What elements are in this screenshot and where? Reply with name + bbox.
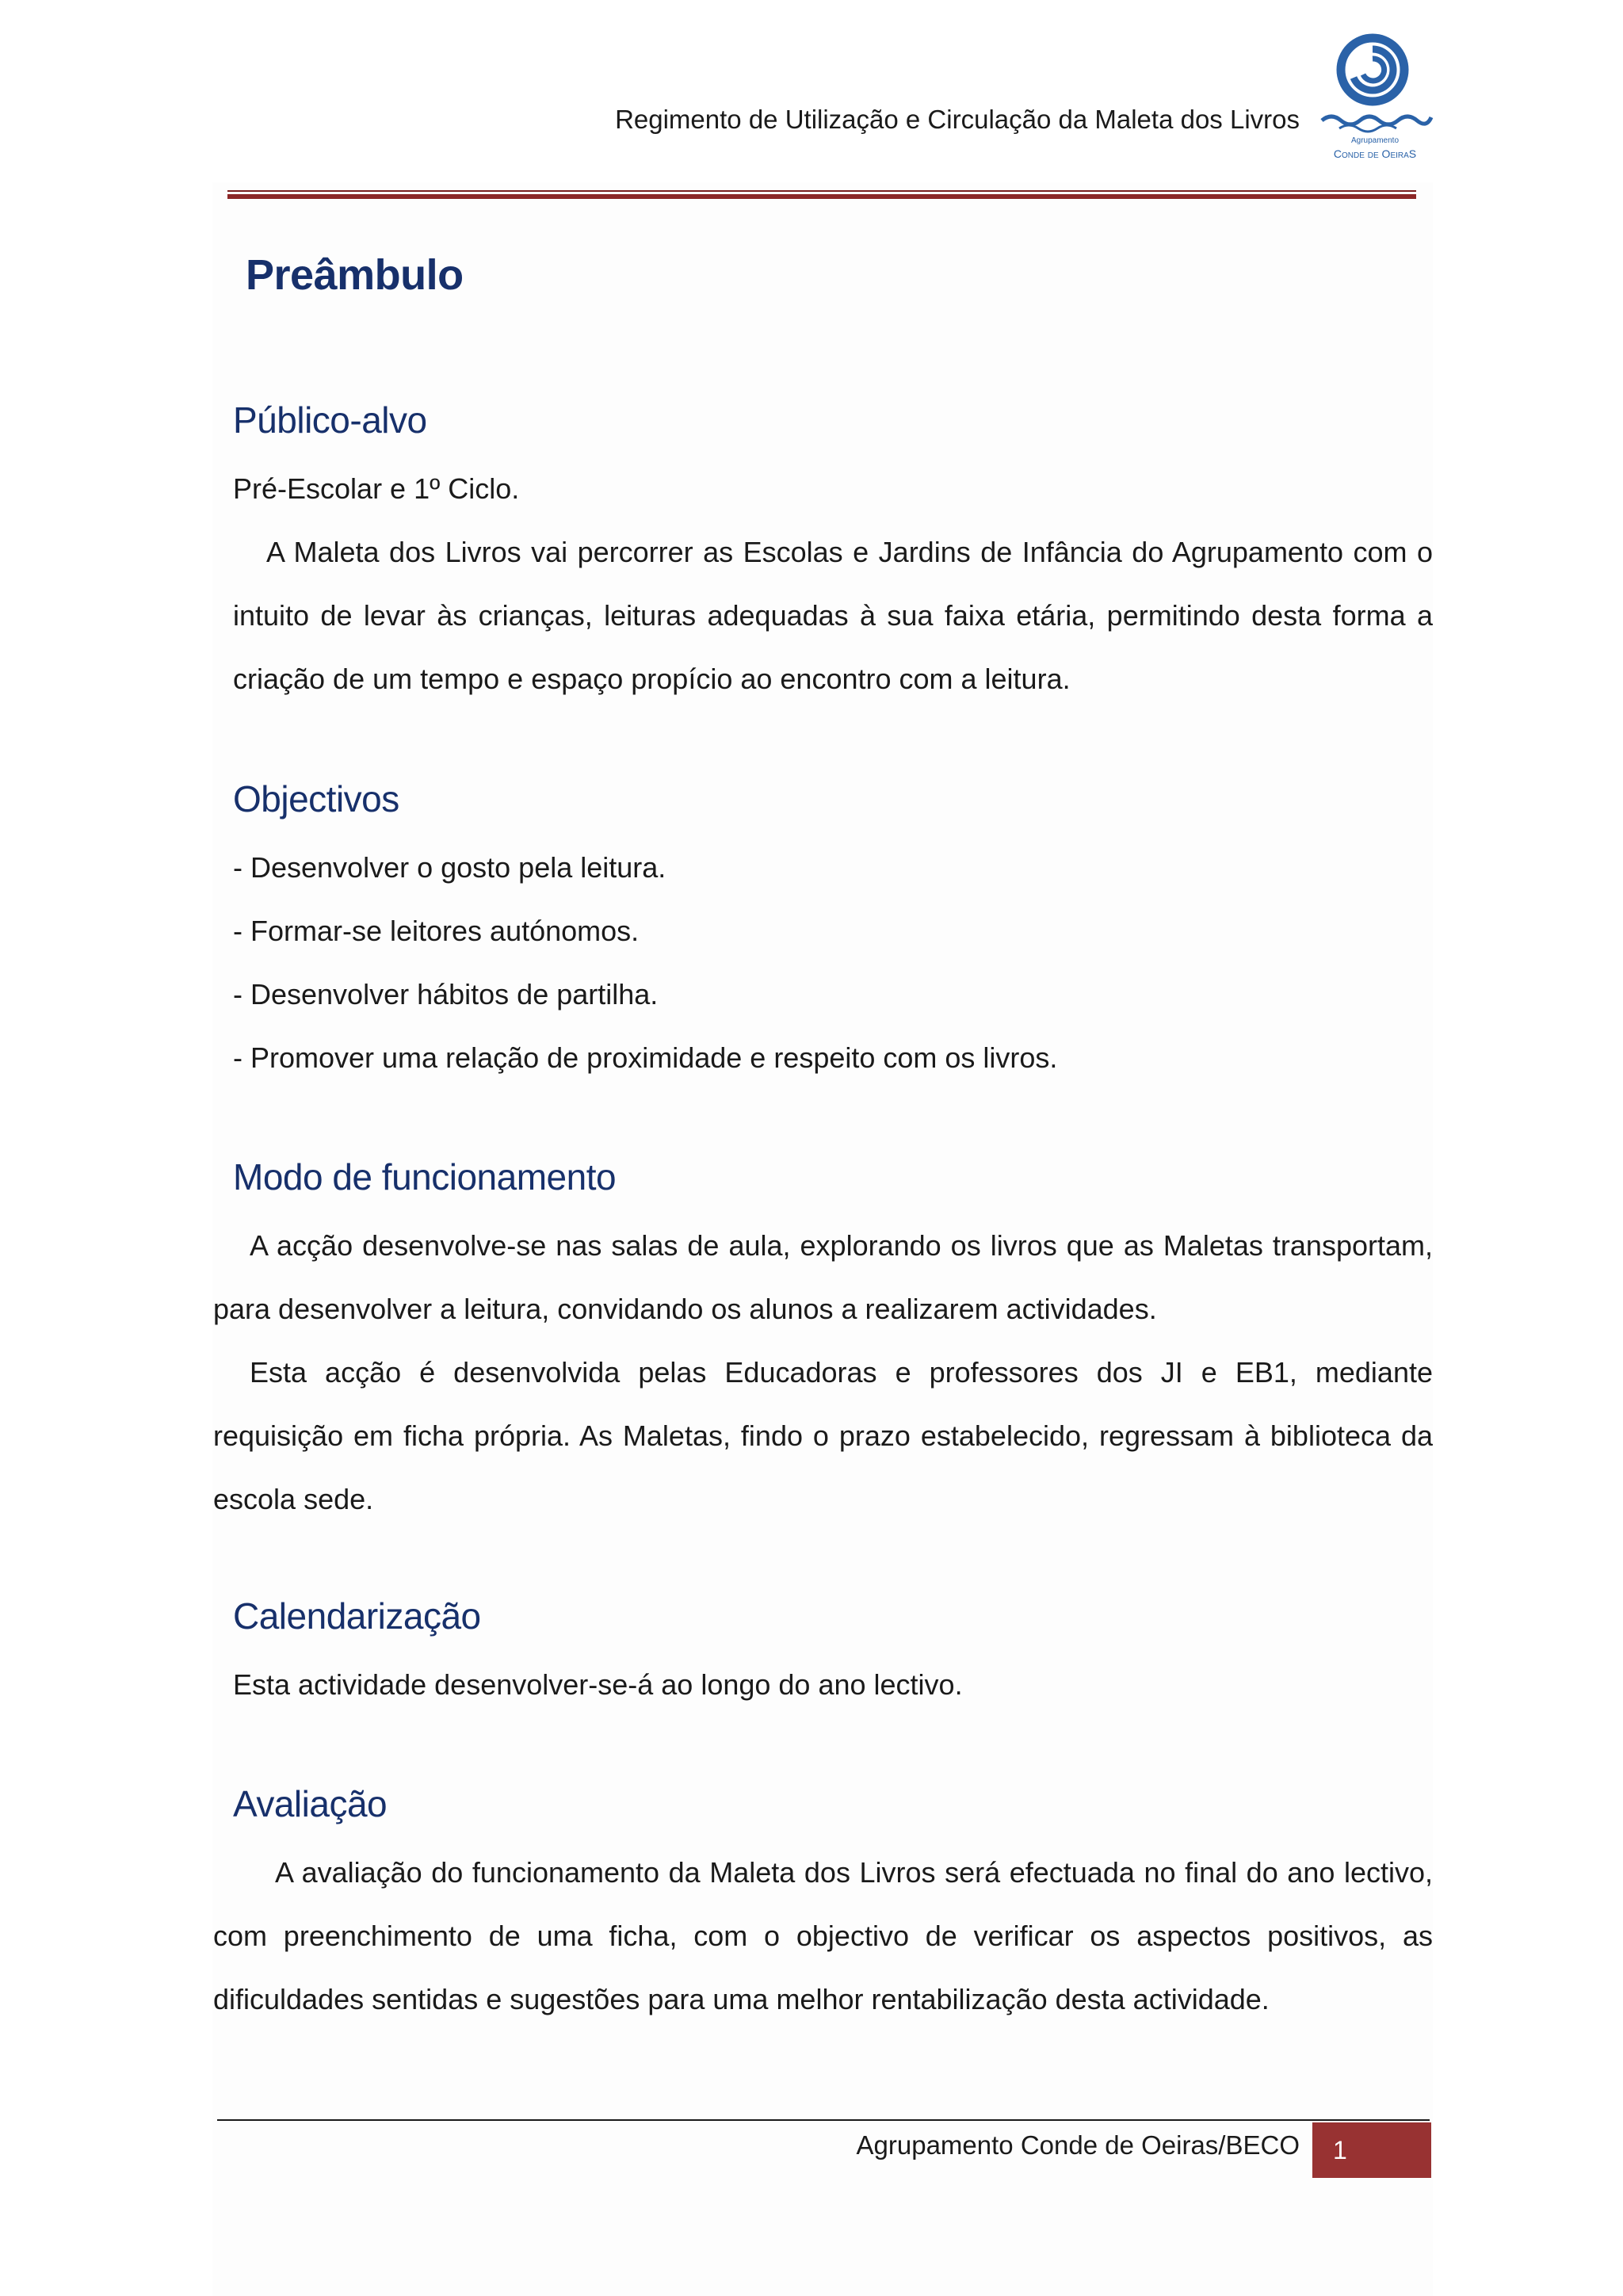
page-title: Preâmbulo bbox=[246, 251, 464, 299]
spiral-wave-logo-icon bbox=[1316, 32, 1434, 135]
header-divider bbox=[227, 190, 1416, 200]
paragraph-target-audience: Pré-Escolar e 1º Ciclo. bbox=[233, 472, 520, 505]
paragraph-schedule: Esta actividade desenvolver-se-á ao longo do ano lectivo. bbox=[233, 1668, 963, 1701]
page-number-badge: 1 bbox=[1312, 2122, 1431, 2178]
paragraph-evaluation: A avaliação do funcionamento da Maleta dos Livros será efectuada no final do ano lectivo, com preenchimento de uma ficha, com o objectivo de verificar os aspectos positivos, as dificuldades sentidas e sugestões para uma melhor rentabilização desta actividade. bbox=[213, 1856, 1433, 2015]
section-heading-calendarizacao: Calendarização bbox=[233, 1595, 481, 1637]
list-item-objective: - Promover uma relação de proximidade e respeito com os livros. bbox=[233, 1041, 1058, 1074]
list-item-objective: - Formar-se leitores autónomos. bbox=[233, 915, 640, 947]
list-item-objective: - Desenvolver hábitos de partilha. bbox=[233, 978, 659, 1010]
school-logo bbox=[1316, 32, 1434, 166]
logo-text-line1: Agrupamento bbox=[1350, 136, 1400, 145]
footer-text: Agrupamento Conde de Oeiras/BECO bbox=[856, 2130, 1300, 2160]
section-heading-publico-alvo: Público-alvo bbox=[233, 399, 427, 441]
paragraph-description: A Maleta dos Livros vai percorrer as Escolas e Jardins de Infância do Agrupamento com o intuito de levar às crianças, leituras adequadas à sua faixa etária, permitindo desta forma a criação de um tempo e espaço propício ao encontro com a leitura. bbox=[233, 536, 1433, 695]
footer-divider bbox=[217, 2119, 1430, 2121]
paragraph-operation-1: A acção desenvolve-se nas salas de aula, explorando os livros que as Maletas transportam, para desenvolver a leitura, convidando os alunos a realizarem actividades. bbox=[213, 1229, 1433, 1325]
section-heading-objectivos: Objectivos bbox=[233, 778, 399, 819]
list-item-objective: - Desenvolver o gosto pela leitura. bbox=[233, 851, 666, 884]
paragraph-operation-2: Esta acção é desenvolvida pelas Educadoras e professores dos JI e EB1, mediante requisição em ficha própria. As Maletas, findo o prazo estabelecido, regressam à biblioteca da escola sede. bbox=[213, 1356, 1433, 1515]
section-heading-avaliacao: Avaliação bbox=[233, 1783, 388, 1824]
section-heading-modo-de-funcionamento: Modo de funcionamento bbox=[233, 1156, 617, 1198]
logo-text-line2: Conde de OeiraS bbox=[1333, 147, 1417, 160]
header-title: Regimento de Utilização e Circulação da Maleta dos Livros bbox=[615, 105, 1300, 134]
